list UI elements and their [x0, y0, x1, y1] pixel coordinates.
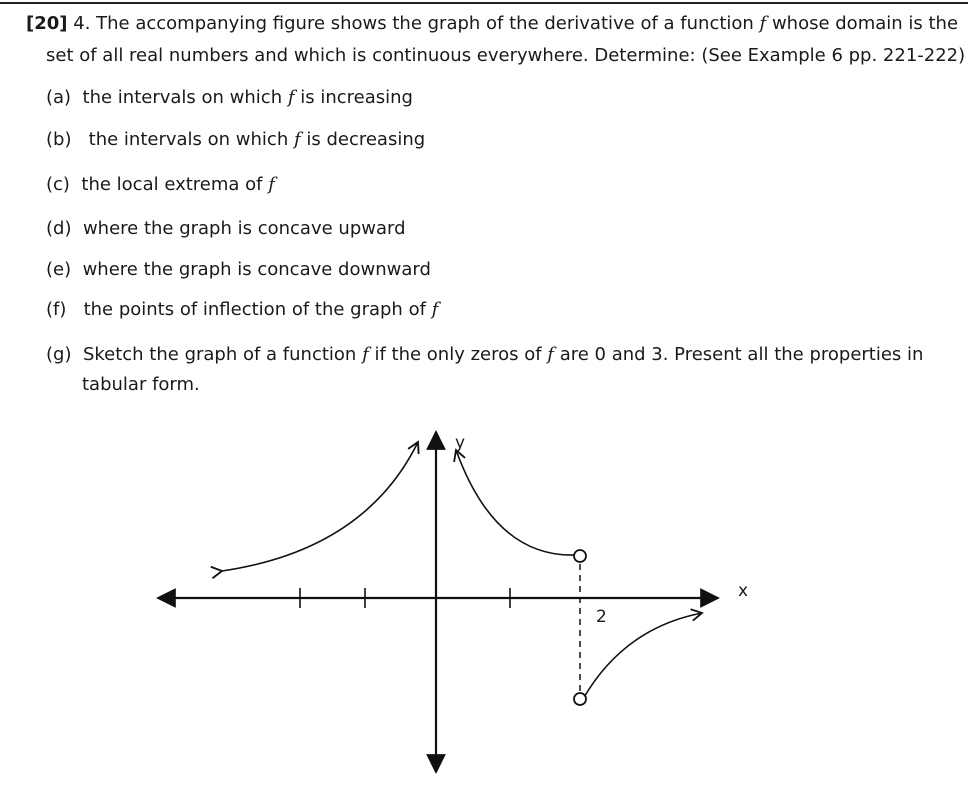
part-c: (c) the local extrema of f	[46, 174, 275, 195]
y-axis-label: y	[455, 433, 466, 453]
part-e: (e) where the graph is concave downward	[46, 259, 431, 280]
tick-label-2: 2	[596, 607, 607, 627]
open-circle-lower	[574, 693, 586, 705]
part-a: (a) the intervals on which f is increasing	[46, 87, 413, 108]
part-g-line-2: tabular form.	[82, 374, 200, 395]
part-d: (d) where the graph is concave upward	[46, 218, 406, 239]
points-label: [20]	[26, 13, 68, 34]
problem-line-1: [20] 4. The accompanying figure shows the graph of the derivative of a function f whose domain is the	[26, 13, 959, 34]
part-g: (g) Sketch the graph of a function f if the only zeros of f are 0 and 3. Present all the properties in	[46, 344, 924, 365]
curve-middle	[456, 450, 576, 555]
part-f: (f) the points of inflection of the graph of f	[46, 299, 439, 320]
top-rule	[0, 2, 968, 4]
x-axis-label: x	[738, 581, 749, 601]
curve-left	[222, 442, 418, 571]
problem-line-2: set of all real numbers and which is continuous everywhere. Determine: (See Example 6 pp. 221-222)	[46, 45, 966, 66]
open-circle-upper	[574, 550, 586, 562]
part-b: (b) the intervals on which f is decreasing	[46, 129, 426, 150]
derivative-graph	[0, 400, 968, 786]
